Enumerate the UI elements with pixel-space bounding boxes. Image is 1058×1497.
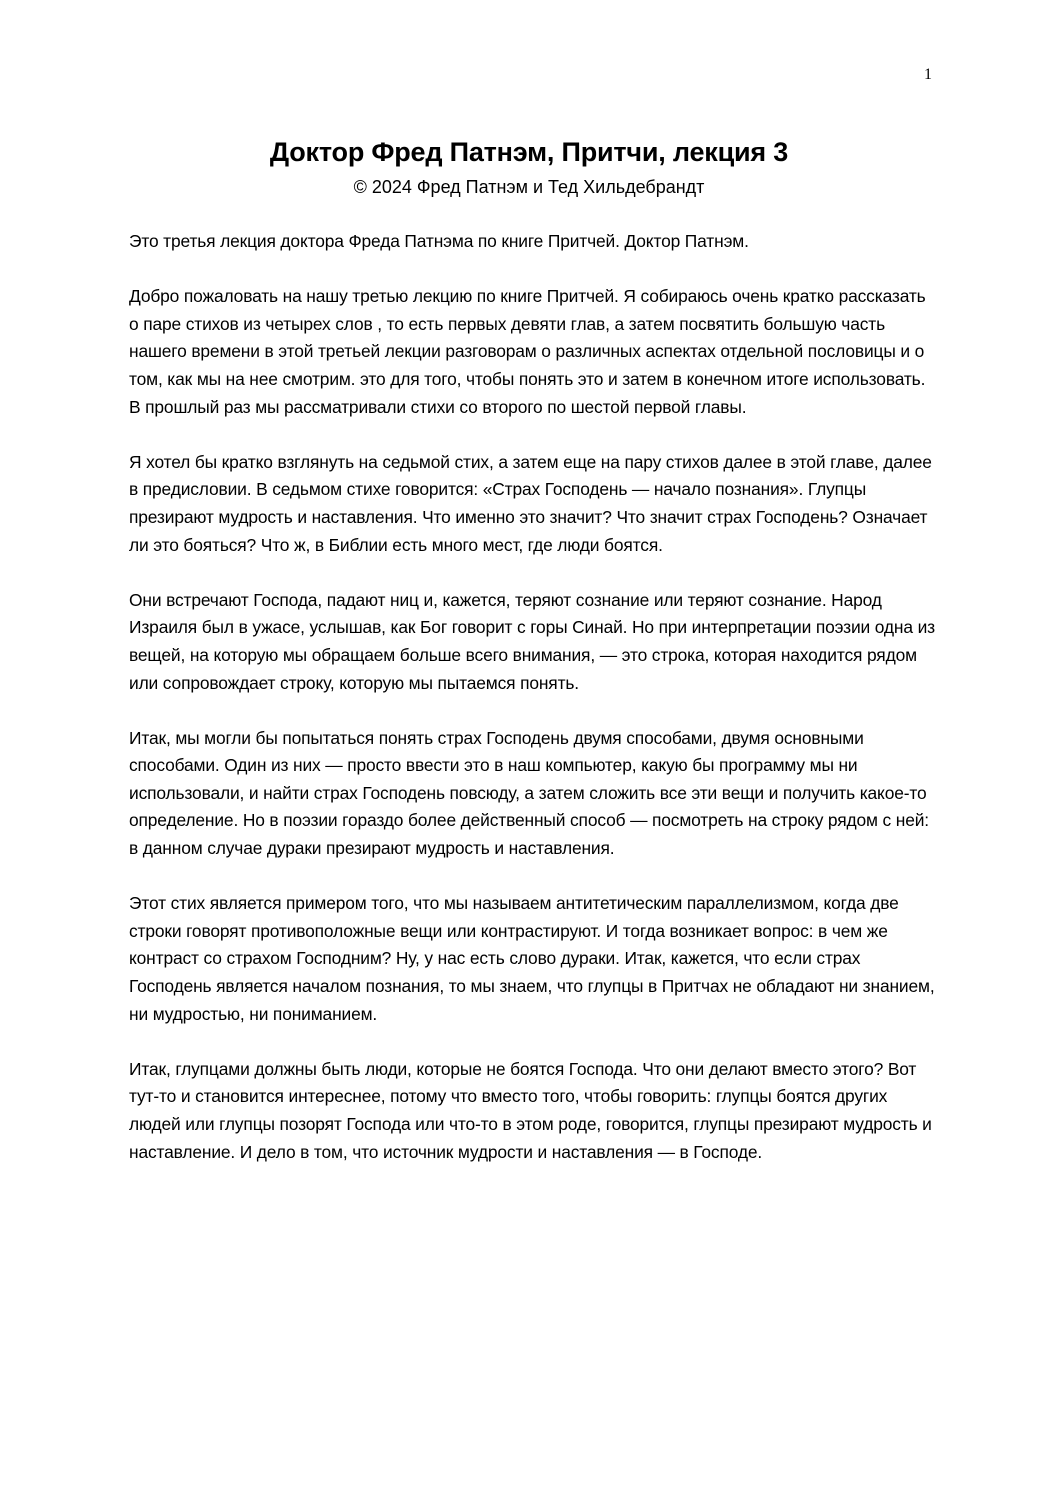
paragraph-2: Добро пожаловать на нашу третью лекцию по книге Притчей. Я собираюсь очень кратко рассказать о паре стихов из четырех слов , то есть первых девяти глав, а затем посвятить большую часть нашего времени в этой третьей лекции разговорам о различных аспектах отдельной пословицы и о том, как мы на нее смотрим. это для того, чтобы понять это и затем в конечном итоге использовать. В прошлый раз мы рассматривали стихи со второго по шестой первой главы. bbox=[129, 286, 926, 417]
paragraph-4: Они встречают Господа, падают ниц и, кажется, теряют сознание или теряют сознание. Народ Израиля был в ужасе, услышав, как Бог говорит с горы Синай. Но при интерпретации поэзии одна из вещей, на которую мы обращаем больше всего внимания, — это строка, которая находится рядом или сопровождает строку, которую мы пытаемся понять. bbox=[129, 589, 935, 693]
paragraph-3: Я хотел бы кратко взглянуть на седьмой стих, а затем еще на пару стихов далее в этой главе, далее в предисловии. В седьмом стихе говорится: «Страх Господень — начало познания». Глупцы презирают мудрость и наставления. Что именно это значит? Что значит страх Господень? Означает ли это бояться? Что ж, в Библии есть много мест, где люди боятся. bbox=[129, 451, 932, 555]
document-subtitle: © 2024 Фред Патнэм и Тед Хильдебрандт bbox=[353, 177, 705, 197]
paragraph-7: Итак, глупцами должны быть люди, которые не боятся Господа. Что они делают вместо этого? Вот тут-то и становится интереснее, потому что вместо того, чтобы говорить: глупцы боятся других людей или глупцы позорят Господа или что-то в этом роде, говорится, глупцы презирают мудрость и наставление. И дело в том, что источник мудрости и наставления — в Господе. bbox=[129, 1058, 932, 1162]
paragraph-1: Это третья лекция доктора Фреда Патнэма по книге Притчей. Доктор Патнэм. bbox=[129, 231, 749, 251]
document-title: Доктор Фред Патнэм, Притчи, лекция 3 bbox=[269, 137, 789, 167]
document-body bbox=[129, 228, 935, 1194]
paragraph-6: Этот стих является примером того, что мы называем антитетическим параллелизмом, когда две строки говорят противоположные вещи или контрастируют. И тогда возникает вопрос: в чем же контраст со страхом Господним? Ну, у нас есть слово дураки. Итак, кажется, что если страх Господень является началом познания, то мы знаем, что глупцы в Притчах не обладают ни знанием, ни мудростью, ни пониманием. bbox=[129, 893, 935, 1024]
page-number: 1 bbox=[924, 66, 932, 83]
paragraph-5: Итак, мы могли бы попытаться понять страх Господень двумя способами, двумя основными способами. Один из них — просто ввести это в наш компьютер, какую бы программу мы ни использовали, и найти страх Господень повсюду, а затем сложить все эти вещи и получить какое-то определение. Но в поэзии гораздо более действенный способ — посмотреть на строку рядом с ней: в данном случае дураки презирают мудрость и наставления. bbox=[129, 727, 929, 859]
